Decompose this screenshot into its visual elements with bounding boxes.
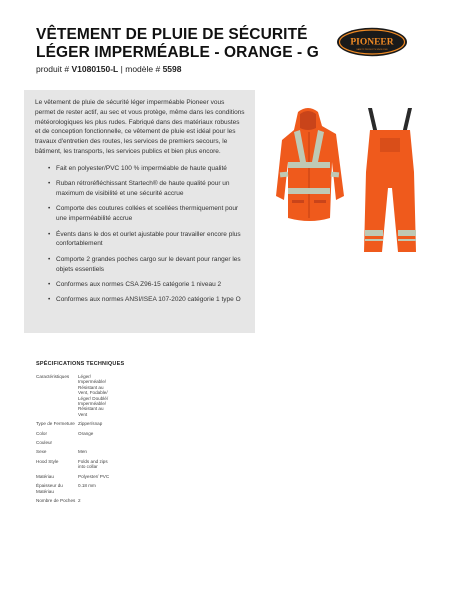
- spec-row: [36, 498, 156, 503]
- spec-row: [36, 421, 156, 426]
- bib-pants-illustration: [364, 108, 416, 252]
- model-label: modèle #: [125, 64, 161, 74]
- spec-label: Caractéristiques: [36, 374, 70, 379]
- spec-value: Folds and zips into collar: [78, 458, 108, 470]
- model-number: 5598: [162, 64, 182, 74]
- specs-table: [36, 374, 156, 507]
- spec-row: [36, 474, 156, 479]
- spec-label: Épaisseur du Matériau: [36, 483, 63, 494]
- feature-item: • Comporte 2 grandes poches cargo sur le devant pour ranger les objets essentiels: [50, 255, 245, 275]
- spec-row: [36, 459, 156, 470]
- description-panel: [24, 90, 255, 333]
- feature-item: • Conformes aux normes ANSI/ISEA 107-2020 catégorie 1 type O: [50, 295, 245, 305]
- title-line-2: LÉGER IMPERMÉABLE - ORANGE - G: [36, 44, 319, 61]
- spec-label: Color: [36, 430, 47, 436]
- separator: |: [120, 64, 123, 74]
- spec-label: Nombre de Poches: [36, 497, 76, 503]
- spec-row: [36, 449, 156, 454]
- spec-row: [36, 374, 156, 417]
- product-number: V1080150-L: [71, 64, 119, 74]
- spec-value: Orange: [78, 430, 94, 436]
- logo-tagline: SAFETY PRODUCTS SINCE 1969: [356, 49, 388, 51]
- spec-value: 0.18 mm: [78, 483, 96, 489]
- spec-label: Sexe: [36, 449, 47, 455]
- spec-value: [78, 440, 112, 445]
- product-image: [270, 100, 430, 260]
- spec-value: Léger/ Imperméable/ Résistant au Vent, Fodable/ Léger/ Doublé/ Imperméable/ Résistant au Vent: [78, 374, 109, 417]
- description-intro: Le vêtement de pluie de sécurité léger imperméable Pioneer vous permet de rester actif, au sec et vous protège, même dans les conditions météorologiques les plus rudes. Fabriqué dans des matériaux robustes et de conception fonctionnelle, ce vêtement de pluie est idéal pour les travaux d'entretien des routes, les services de premiers secours, le bâtiment, les transports, les services publics et bien plus encore.: [35, 99, 245, 155]
- spec-value: 2: [78, 497, 81, 503]
- page-title: [36, 26, 336, 62]
- spec-row: [36, 440, 156, 445]
- spec-value: Zipper/snap: [78, 421, 103, 427]
- feature-list: [35, 164, 245, 305]
- feature-item: • Évents dans le dos et ourlet ajustable pour travailler encore plus confortablement: [50, 230, 245, 250]
- feature-item: • Fait en polyester/PVC 100 % imperméable de haute qualité: [50, 164, 245, 174]
- pioneer-logo: [336, 27, 408, 57]
- feature-item: • Comporte des coutures collées et scellées thermiquement pour une imperméabilité accrue: [50, 204, 245, 224]
- spec-label: Type de Fermeture: [36, 421, 75, 427]
- feature-item: • Conformes aux normes CSA Z96-15 catégorie 1 niveau 2: [50, 280, 245, 290]
- spec-label: Couleur: [36, 440, 53, 446]
- specs-title: SPÉCIFICATIONS TECHNIQUES: [36, 361, 125, 367]
- product-identifiers: [36, 64, 182, 74]
- logo-brand: PIONEER: [350, 37, 394, 48]
- title-line-1: VÊTEMENT DE PLUIE DE SÉCURITÉ: [36, 26, 308, 43]
- spec-value: Polyester/ PVC: [78, 473, 110, 479]
- feature-item: • Ruban rétroréfléchissant Startech® de haute qualité pour un maximum de visibilité et une sécurité accrue: [50, 179, 245, 199]
- spec-label: Hood Style: [36, 458, 59, 464]
- spec-row: [36, 483, 156, 494]
- spec-row: [36, 431, 156, 436]
- rain-jacket-illustration: [276, 108, 344, 221]
- spec-label: Matériau: [36, 473, 54, 479]
- spec-value: Men: [78, 449, 87, 455]
- product-label: produit #: [36, 64, 70, 74]
